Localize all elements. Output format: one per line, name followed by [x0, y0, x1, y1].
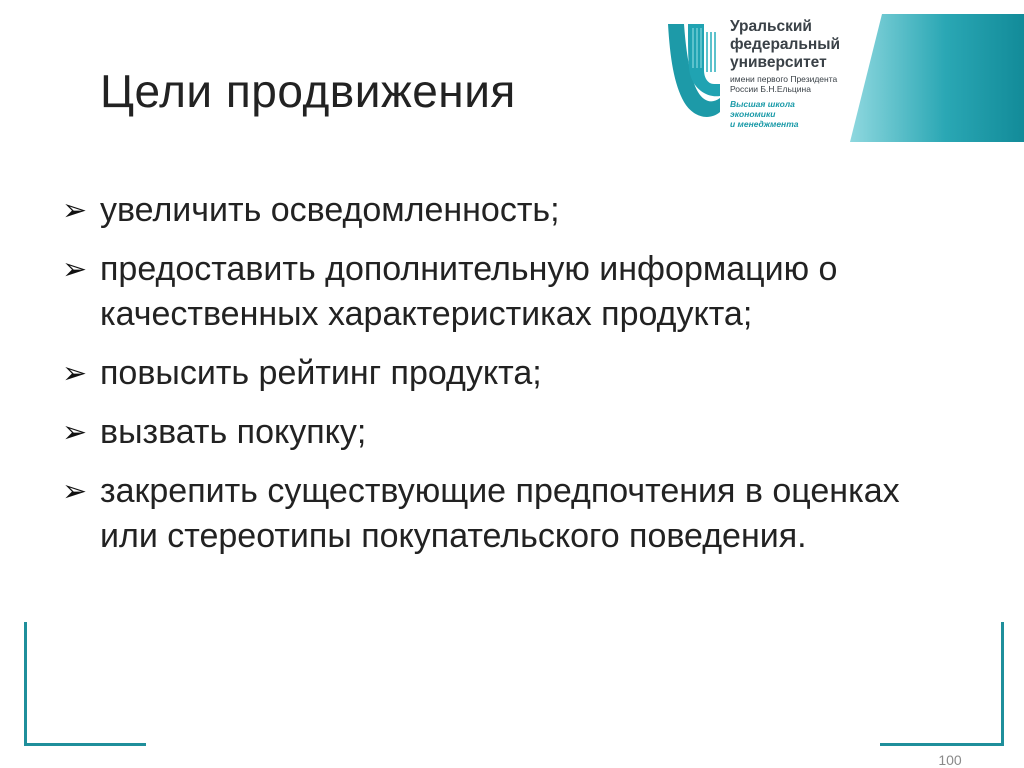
bullet-text: увеличить осведомленность;	[100, 191, 560, 229]
logo-university-line-1: Уральский	[730, 18, 812, 35]
arrow-bullet-icon: ➢	[62, 474, 88, 509]
bullet-text: вызвать покупку;	[100, 413, 367, 451]
logo-university-line-2: федеральный	[730, 36, 841, 53]
page-number: 100	[938, 752, 962, 768]
logo-text	[730, 18, 890, 129]
bullet-item	[62, 351, 962, 396]
bullet-item	[62, 188, 962, 233]
arrow-bullet-icon: ➢	[62, 415, 88, 450]
slide-title: Цели продвижения	[100, 65, 516, 117]
bullet-text: повысить рейтинг продукта;	[100, 354, 542, 392]
bullet-item	[62, 410, 962, 455]
corner-frame-left	[24, 622, 146, 746]
logo-school-line-2: экономики	[730, 109, 776, 119]
bullet-item	[62, 469, 962, 559]
arrow-bullet-icon: ➢	[62, 356, 88, 391]
logo-university-line-3: университет	[730, 54, 827, 71]
bullet-text: закрепить существующие предпочтения в оценках или стереотипы покупательского поведения.	[100, 472, 900, 555]
arrow-bullet-icon: ➢	[62, 193, 88, 228]
ural-university-u-logo-icon	[664, 18, 726, 122]
logo-school-line-1: Высшая школа	[730, 99, 795, 109]
bullet-list	[62, 188, 962, 573]
bullet-item	[62, 247, 962, 337]
corner-frame-right	[880, 622, 1004, 746]
logo-school-line-3: и менеджмента	[730, 119, 799, 129]
logo-subtitle-line-2: России Б.Н.Ельцина	[730, 84, 811, 94]
arrow-bullet-icon: ➢	[62, 252, 88, 287]
logo-subtitle-line-1: имени первого Президента	[730, 74, 838, 84]
university-logo	[660, 14, 1024, 142]
bullet-text: предоставить дополнительную информацию о качественных характеристиках продукта;	[100, 250, 838, 333]
